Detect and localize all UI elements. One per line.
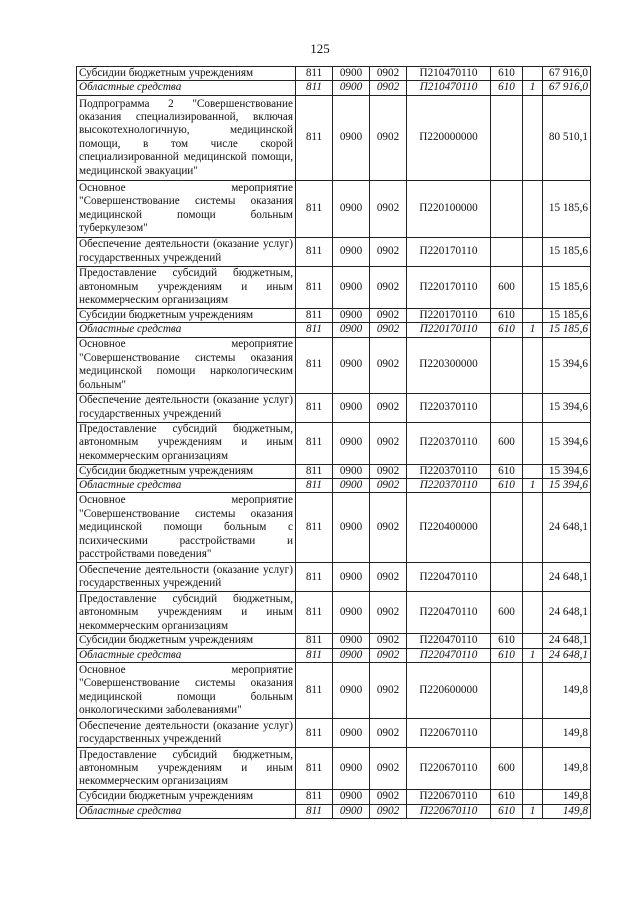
subsection-code-cell: 0902 — [370, 663, 407, 719]
section-code-cell: 0900 — [333, 748, 370, 790]
expense-type-cell: 610 — [491, 323, 523, 337]
target-article-cell: П210470110 — [407, 81, 491, 95]
amount-cell: 15 185,6 — [543, 266, 591, 308]
table-row — [77, 464, 591, 478]
ministry-code-cell: 811 — [296, 790, 333, 804]
subsection-code-cell: 0902 — [370, 422, 407, 464]
target-article-cell: П220170110 — [407, 308, 491, 322]
amount-cell: 149,8 — [543, 804, 591, 818]
row-name-cell: Основное мероприятие "Совершенствование системы оказания медицинской помощи наркологическим больным" — [77, 337, 296, 393]
section-code-cell: 0900 — [333, 180, 370, 237]
funding-source-cell — [523, 563, 543, 592]
ministry-code-cell: 811 — [296, 180, 333, 237]
ministry-code-cell: 811 — [296, 422, 333, 464]
table-row — [77, 393, 591, 422]
amount-cell: 15 185,6 — [543, 180, 591, 237]
amount-cell: 149,8 — [543, 663, 591, 719]
subsection-code-cell: 0902 — [370, 67, 407, 81]
table-row — [77, 563, 591, 592]
expense-type-cell: 610 — [491, 67, 523, 81]
row-name-cell: Субсидии бюджетным учреждениям — [77, 464, 296, 478]
amount-cell: 15 394,6 — [543, 479, 591, 493]
funding-source-cell — [523, 308, 543, 322]
target-article-cell: П220370110 — [407, 393, 491, 422]
expense-type-cell — [491, 180, 523, 237]
expense-type-cell — [491, 719, 523, 748]
expense-type-cell: 600 — [491, 422, 523, 464]
subsection-code-cell: 0902 — [370, 266, 407, 308]
row-name-cell: Субсидии бюджетным учреждениям — [77, 67, 296, 81]
amount-cell: 149,8 — [543, 719, 591, 748]
subsection-code-cell: 0902 — [370, 563, 407, 592]
row-name-cell: Обеспечение деятельности (оказание услуг) государственных учреждений — [77, 563, 296, 592]
section-code-cell: 0900 — [333, 479, 370, 493]
expense-type-cell: 600 — [491, 748, 523, 790]
expense-type-cell: 610 — [491, 308, 523, 322]
target-article-cell: П220670110 — [407, 748, 491, 790]
ministry-code-cell: 811 — [296, 95, 333, 180]
funding-source-cell — [523, 67, 543, 81]
funding-source-cell — [523, 464, 543, 478]
funding-source-cell — [523, 337, 543, 393]
row-name-cell: Основное мероприятие "Совершенствование системы оказания медицинской помощи больным с психическими расстройствами и расстройствами поведения" — [77, 493, 296, 563]
target-article-cell: П220670110 — [407, 804, 491, 818]
amount-cell: 24 648,1 — [543, 563, 591, 592]
subsection-code-cell: 0902 — [370, 648, 407, 662]
section-code-cell: 0900 — [333, 95, 370, 180]
ministry-code-cell: 811 — [296, 67, 333, 81]
subsection-code-cell: 0902 — [370, 634, 407, 648]
target-article-cell: П220470110 — [407, 563, 491, 592]
expense-type-cell: 600 — [491, 592, 523, 634]
table-row — [77, 790, 591, 804]
section-code-cell: 0900 — [333, 323, 370, 337]
row-name-cell: Предоставление субсидий бюджетным, автономным учреждениям и иным некоммерческим организациям — [77, 748, 296, 790]
section-code-cell: 0900 — [333, 563, 370, 592]
page-number: 125 — [310, 41, 330, 56]
ministry-code-cell: 811 — [296, 266, 333, 308]
section-code-cell: 0900 — [333, 634, 370, 648]
target-article-cell: П220000000 — [407, 95, 491, 180]
ministry-code-cell: 811 — [296, 634, 333, 648]
target-article-cell: П220670110 — [407, 719, 491, 748]
expense-type-cell — [491, 337, 523, 393]
table-row — [77, 592, 591, 634]
target-article-cell: П220400000 — [407, 493, 491, 563]
expense-type-cell: 610 — [491, 479, 523, 493]
table-row — [77, 422, 591, 464]
target-article-cell: П220170110 — [407, 323, 491, 337]
expense-type-cell: 610 — [491, 634, 523, 648]
amount-cell: 15 394,6 — [543, 464, 591, 478]
expense-type-cell — [491, 563, 523, 592]
table-row — [77, 719, 591, 748]
subsection-code-cell: 0902 — [370, 95, 407, 180]
section-code-cell: 0900 — [333, 719, 370, 748]
budget-table-body — [77, 67, 591, 819]
subsection-code-cell: 0902 — [370, 180, 407, 237]
expense-type-cell: 600 — [491, 266, 523, 308]
amount-cell: 15 394,6 — [543, 422, 591, 464]
row-name-cell: Основное мероприятие "Совершенствование системы оказания медицинской помощи больным онкологическими заболеваниями" — [77, 663, 296, 719]
amount-cell: 15 394,6 — [543, 337, 591, 393]
funding-source-cell — [523, 422, 543, 464]
row-name-cell: Основное мероприятие "Совершенствование системы оказания медицинской помощи больным туберкулезом" — [77, 180, 296, 237]
ministry-code-cell: 811 — [296, 323, 333, 337]
amount-cell: 24 648,1 — [543, 592, 591, 634]
amount-cell: 24 648,1 — [543, 648, 591, 662]
expense-type-cell — [491, 393, 523, 422]
target-article-cell: П220300000 — [407, 337, 491, 393]
row-name-cell: Областные средства — [77, 479, 296, 493]
table-row — [77, 337, 591, 393]
table-row — [77, 266, 591, 308]
row-name-cell: Областные средства — [77, 323, 296, 337]
table-row — [77, 493, 591, 563]
row-name-cell: Предоставление субсидий бюджетным, автономным учреждениям и иным некоммерческим организациям — [77, 422, 296, 464]
subsection-code-cell: 0902 — [370, 464, 407, 478]
funding-source-cell — [523, 266, 543, 308]
funding-source-cell — [523, 95, 543, 180]
table-row — [77, 804, 591, 818]
section-code-cell: 0900 — [333, 493, 370, 563]
table-row — [77, 634, 591, 648]
ministry-code-cell: 811 — [296, 493, 333, 563]
row-name-cell: Областные средства — [77, 648, 296, 662]
row-name-cell: Областные средства — [77, 804, 296, 818]
expense-type-cell: 610 — [491, 81, 523, 95]
funding-source-cell: 1 — [523, 479, 543, 493]
section-code-cell: 0900 — [333, 648, 370, 662]
subsection-code-cell: 0902 — [370, 493, 407, 563]
section-code-cell: 0900 — [333, 804, 370, 818]
table-row — [77, 95, 591, 180]
row-name-cell: Обеспечение деятельности (оказание услуг) государственных учреждений — [77, 237, 296, 266]
funding-source-cell: 1 — [523, 804, 543, 818]
subsection-code-cell: 0902 — [370, 719, 407, 748]
table-row — [77, 323, 591, 337]
amount-cell: 24 648,1 — [543, 634, 591, 648]
amount-cell: 15 185,6 — [543, 323, 591, 337]
expense-type-cell — [491, 663, 523, 719]
expense-type-cell — [491, 237, 523, 266]
expense-type-cell: 610 — [491, 648, 523, 662]
expense-type-cell: 610 — [491, 464, 523, 478]
table-row — [77, 748, 591, 790]
expense-type-cell: 610 — [491, 804, 523, 818]
expense-type-cell: 610 — [491, 790, 523, 804]
subsection-code-cell: 0902 — [370, 393, 407, 422]
table-row — [77, 479, 591, 493]
amount-cell: 149,8 — [543, 790, 591, 804]
target-article-cell: П210470110 — [407, 67, 491, 81]
target-article-cell: П220370110 — [407, 464, 491, 478]
section-code-cell: 0900 — [333, 393, 370, 422]
ministry-code-cell: 811 — [296, 81, 333, 95]
amount-cell: 15 394,6 — [543, 393, 591, 422]
table-row — [77, 67, 591, 81]
target-article-cell: П220670110 — [407, 790, 491, 804]
funding-source-cell — [523, 634, 543, 648]
target-article-cell: П220470110 — [407, 634, 491, 648]
amount-cell: 67 916,0 — [543, 81, 591, 95]
funding-source-cell — [523, 180, 543, 237]
section-code-cell: 0900 — [333, 422, 370, 464]
target-article-cell: П220170110 — [407, 237, 491, 266]
row-name-cell: Подпрограмма 2 "Совершенствование оказания специализированной, включая высокотехнологичную, медицинской помощи, в том числе скорой специализированной медицинской помощи, медицинской эвакуации" — [77, 95, 296, 180]
row-name-cell: Обеспечение деятельности (оказание услуг) государственных учреждений — [77, 393, 296, 422]
ministry-code-cell: 811 — [296, 479, 333, 493]
row-name-cell: Субсидии бюджетным учреждениям — [77, 790, 296, 804]
ministry-code-cell: 811 — [296, 804, 333, 818]
subsection-code-cell: 0902 — [370, 81, 407, 95]
row-name-cell: Областные средства — [77, 81, 296, 95]
section-code-cell: 0900 — [333, 308, 370, 322]
funding-source-cell — [523, 393, 543, 422]
section-code-cell: 0900 — [333, 464, 370, 478]
table-row — [77, 237, 591, 266]
ministry-code-cell: 811 — [296, 237, 333, 266]
expense-type-cell — [491, 95, 523, 180]
funding-source-cell — [523, 493, 543, 563]
subsection-code-cell: 0902 — [370, 592, 407, 634]
amount-cell: 80 510,1 — [543, 95, 591, 180]
ministry-code-cell: 811 — [296, 393, 333, 422]
ministry-code-cell: 811 — [296, 308, 333, 322]
row-name-cell: Обеспечение деятельности (оказание услуг) государственных учреждений — [77, 719, 296, 748]
funding-source-cell — [523, 790, 543, 804]
funding-source-cell — [523, 719, 543, 748]
section-code-cell: 0900 — [333, 237, 370, 266]
funding-source-cell — [523, 748, 543, 790]
row-name-cell: Предоставление субсидий бюджетным, автономным учреждениям и иным некоммерческим организациям — [77, 592, 296, 634]
amount-cell: 67 916,0 — [543, 67, 591, 81]
funding-source-cell: 1 — [523, 648, 543, 662]
section-code-cell: 0900 — [333, 67, 370, 81]
funding-source-cell — [523, 663, 543, 719]
ministry-code-cell: 811 — [296, 464, 333, 478]
table-row — [77, 180, 591, 237]
target-article-cell: П220100000 — [407, 180, 491, 237]
row-name-cell: Субсидии бюджетным учреждениям — [77, 634, 296, 648]
target-article-cell: П220470110 — [407, 648, 491, 662]
table-row — [77, 663, 591, 719]
subsection-code-cell: 0902 — [370, 237, 407, 266]
amount-cell: 15 185,6 — [543, 308, 591, 322]
funding-source-cell: 1 — [523, 323, 543, 337]
section-code-cell: 0900 — [333, 663, 370, 719]
subsection-code-cell: 0902 — [370, 337, 407, 393]
subsection-code-cell: 0902 — [370, 804, 407, 818]
ministry-code-cell: 811 — [296, 648, 333, 662]
ministry-code-cell: 811 — [296, 719, 333, 748]
table-row — [77, 308, 591, 322]
target-article-cell: П220170110 — [407, 266, 491, 308]
budget-table — [76, 66, 591, 819]
amount-cell: 24 648,1 — [543, 493, 591, 563]
subsection-code-cell: 0902 — [370, 790, 407, 804]
funding-source-cell — [523, 237, 543, 266]
subsection-code-cell: 0902 — [370, 323, 407, 337]
row-name-cell: Предоставление субсидий бюджетным, автономным учреждениям и иным некоммерческим организациям — [77, 266, 296, 308]
target-article-cell: П220370110 — [407, 479, 491, 493]
section-code-cell: 0900 — [333, 81, 370, 95]
target-article-cell: П220600000 — [407, 663, 491, 719]
ministry-code-cell: 811 — [296, 592, 333, 634]
section-code-cell: 0900 — [333, 337, 370, 393]
funding-source-cell — [523, 592, 543, 634]
funding-source-cell: 1 — [523, 81, 543, 95]
subsection-code-cell: 0902 — [370, 479, 407, 493]
amount-cell: 149,8 — [543, 748, 591, 790]
expense-type-cell — [491, 493, 523, 563]
section-code-cell: 0900 — [333, 790, 370, 804]
subsection-code-cell: 0902 — [370, 748, 407, 790]
target-article-cell: П220370110 — [407, 422, 491, 464]
subsection-code-cell: 0902 — [370, 308, 407, 322]
section-code-cell: 0900 — [333, 266, 370, 308]
section-code-cell: 0900 — [333, 592, 370, 634]
row-name-cell: Субсидии бюджетным учреждениям — [77, 308, 296, 322]
target-article-cell: П220470110 — [407, 592, 491, 634]
ministry-code-cell: 811 — [296, 748, 333, 790]
table-row — [77, 81, 591, 95]
ministry-code-cell: 811 — [296, 337, 333, 393]
ministry-code-cell: 811 — [296, 663, 333, 719]
table-row — [77, 648, 591, 662]
ministry-code-cell: 811 — [296, 563, 333, 592]
amount-cell: 15 185,6 — [543, 237, 591, 266]
